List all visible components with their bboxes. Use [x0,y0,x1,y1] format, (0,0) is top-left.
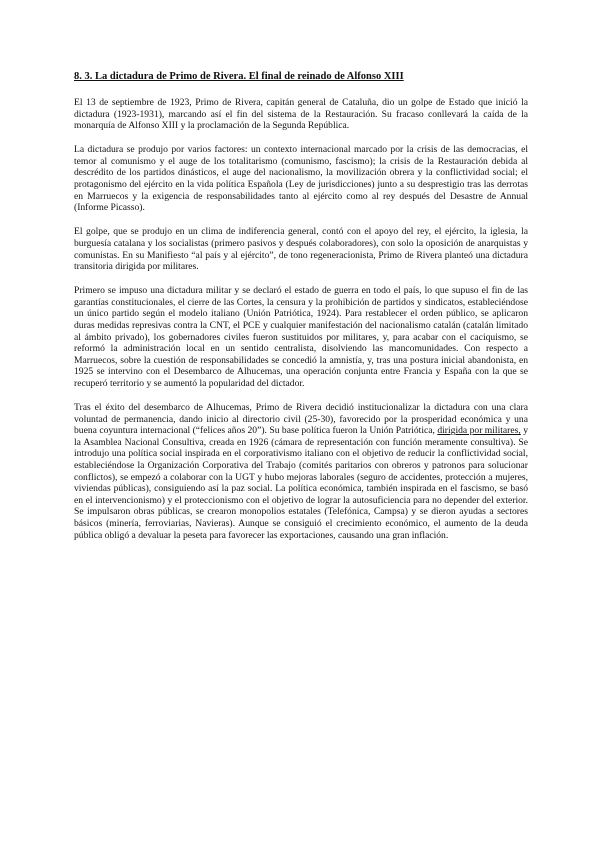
paragraph-causes: La dictadura se produjo por varios factores: un contexto internacional marcado por la crisis de las democracias, el temor al comunismo y el auge de los totalitarismo (comunismo, fascismo); la crisis de la Restauración debida al descrédito de los partidos dinásticos, el auge del nacionalismo, la movilización obrera y la conflictividad social; el protagonismo del ejército en la vida política Española (Ley de jurisdicciones) junto a su desprestigio tras las derrotas en Marruecos y la exigencia de responsabilidades tanto al ejército como al rey después del Desastre de Annual (Informe Picasso). [74,144,528,214]
paragraph-intro: El 13 de septiembre de 1923, Primo de Rivera, capitán general de Cataluña, dio un golpe de Estado que inició la dictadura (1923-1931), marcando así el fin del sistema de la Restauración. Su fracaso conllevará la caída de la monarquía de Alfonso XIII y la proclamación de la Segunda República. [74,97,528,132]
paragraph-civil-directory-part-1: Tras el éxito del desembarco de Alhucemas, Primo de Rivera decidió institucionalizar la dictadura con una clara voluntad de permanencia, dando inicio al directorio civil (25-30), favorecido por la prosperidad económica y una buena coyuntura internacional (“felices años 20”). Su base política fueron la Unión Patriótica, [74,402,528,437]
section-title: 8. 3. La dictadura de Primo de Rivera. El final de reinado de Alfonso XIII [74,71,404,82]
paragraph-coup: El golpe, que se produjo en un clima de indiferencia general, contó con el apoyo del rey, el ejército, la iglesia, la burguesía catalana y los socialistas (primero pasivos y después colaboradores), con solo la oposición de anarquistas y comunistas. En su Manifiesto “al país y al ejército”, de tono regeneracionista, Primo de Rivera planteó una dictadura transitoria dirigida por militares. [74,226,528,273]
paragraph-military-dictatorship: Primero se impuso una dictadura militar y se declaró el estado de guerra en todo el país, lo que supuso el fin de las garantías constitucionales, el cierre de las Cortes, la censura y la prohibición de partidos y sindicatos, estableciéndose un único partido según el modelo italiano (Unión Patriótica, 1924). Para restablecer el orden público, se aplicaron duras medidas represivas contra la CNT, el PCE y cualquier manifestación del nacionalismo catalán (catalán limitado al ámbito privado), los gobernadores civiles fueron sustituidos por militares, y, para acabar con el caciquismo, se reformó la administración local en un sentido centralista, disolviendo las mancomunidades. Con respecto a Marruecos, sobre la cuestión de responsabilidades se concedió la amnistía, y, tras una postura inicial abandonista, en 1925 se intervino con el Desembarco de Alhucemas, una operación conjunta entre Francia y España con la que se recuperó territorio y se aumentó la popularidad del dictador. [74,285,528,389]
document-body [74,70,528,554]
paragraph-civil-directory [74,402,528,541]
underlined-phrase: dirigida por militares, [437,425,521,437]
paragraph-civil-directory-part-2: y la Asamblea Nacional Consultiva, creada en 1926 (cámara de representación con función meramente consultiva). Se introdujo una política social inspirada en el corporativismo italiano con el objetivo de reducir la conflictividad social, estableciéndose la Organización Corporativa del Trabajo (comités paritarios con obreros y patronos para solucionar conflictos), se empezó a colaborar con la UGT y hubo mejoras laborales (seguro de accidentes, protección a mujeres, viviendas públicas), consiguiendo así la paz social. La política económica, también inspirada en el fascismo, se basó en el intervencionismo) y el proteccionismo con el objetivo de lograr la autosuficiencia para no depender del exterior. Se impulsaron obras públicas, se crearon monopolios estatales (Telefónica, Campsa) y se dieron ayudas a sectores básicos (minería, ferroviarias, Navieras). Aunque se consiguió el crecimiento económico, el aumento de la deuda pública obligó a devaluar la peseta para favorecer las exportaciones, causando una gran inflación. [74,425,528,541]
